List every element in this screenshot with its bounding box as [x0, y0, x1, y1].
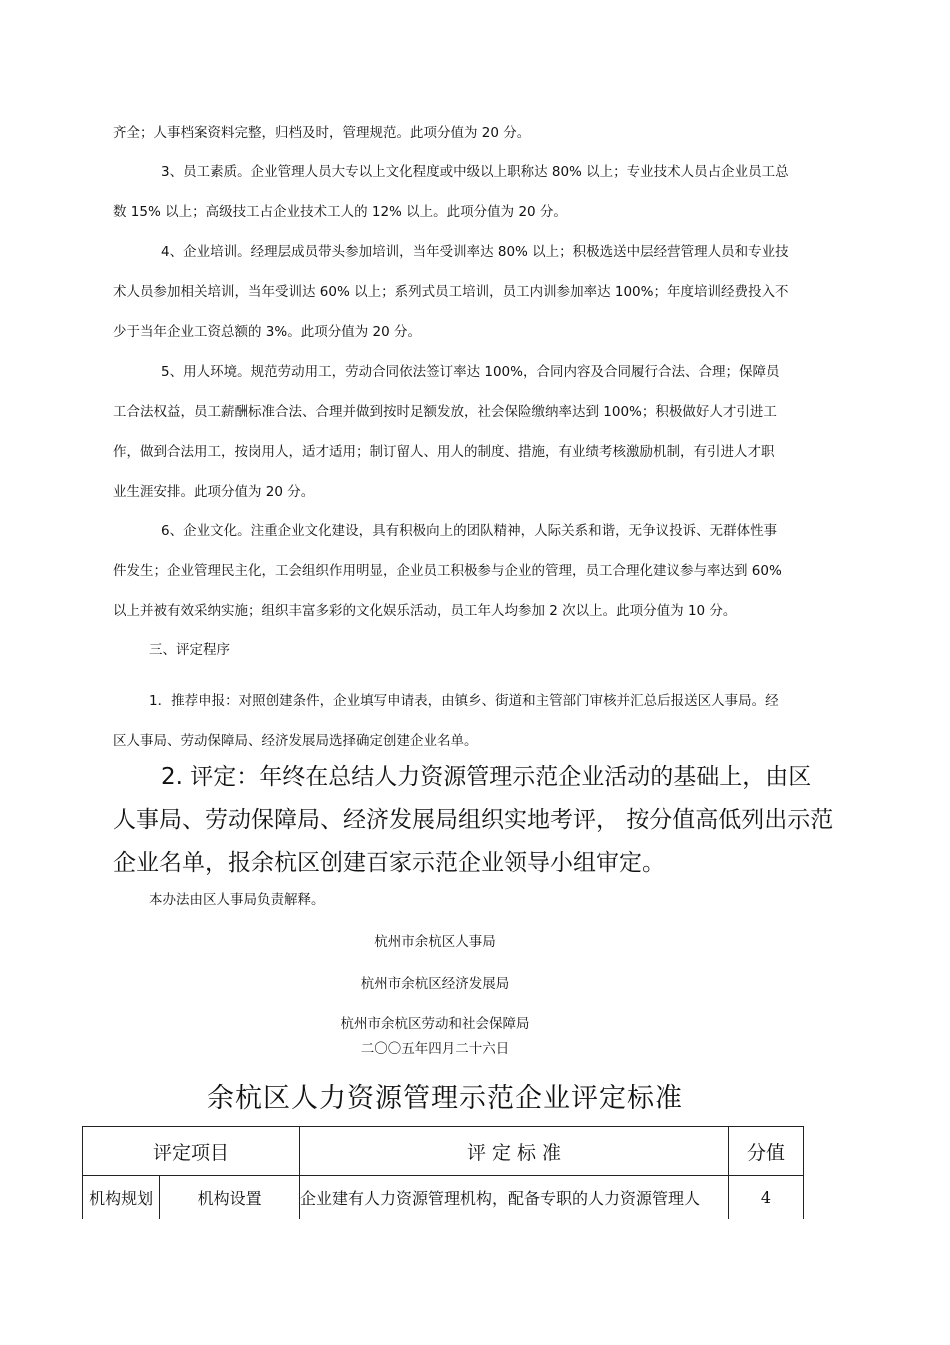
text-line: 1．推荐申报：对照创建条件，企业填写申请表，由镇乡、街道和主管部门审核并汇总后报送区人事局。经: [149, 693, 779, 709]
table-row: [83, 1176, 804, 1220]
text-line: 少于当年企业工资总额的 3%。此项分值为 20 分。: [113, 324, 421, 340]
criteria-paragraph-4: [113, 232, 835, 352]
header-item: 评定项目: [83, 1127, 300, 1176]
text-line: 3、员工素质。企业管理人员大专以上文化程度或中级以上职称达 80% 以上；专业技术人员占企业员工总: [161, 164, 789, 180]
table-header-row: [83, 1127, 804, 1176]
text-line: 工合法权益，员工薪酬标准合法、合理并做到按时足额发放，社会保险缴纳率达到 100%；积极做好人才引进工: [113, 404, 777, 420]
text-line: 区人事局、劳动保障局、经济发展局选择确定创建企业名单。: [113, 733, 478, 749]
cell-standard: 企业建有人力资源管理机构，配备专职的人力资源管理人: [300, 1176, 729, 1220]
interpretation-note: 本办法由区人事局负责解释。: [149, 892, 325, 908]
standard-table: [82, 1126, 804, 1219]
text-line: 数 15% 以上；高级技工占企业技术工人的 12% 以上。此项分值为 20 分。: [113, 204, 567, 220]
procedure-step-2: [113, 756, 843, 885]
cell-score: 4: [729, 1176, 804, 1220]
text-line: 术人员参加相关培训，当年受训达 60% 以上；系列式员工培训，员工内训参加率达 100%；年度培训经费投入不: [113, 284, 789, 300]
criteria-paragraph-3: [113, 152, 835, 232]
text-line: 齐全；人事档案资料完整，归档及时，管理规范。此项分值为 20 分。: [113, 125, 531, 141]
cell-item: 机构设置: [160, 1176, 300, 1220]
header-score: 分值: [729, 1127, 804, 1176]
text-line: 企业名单，报余杭区创建百家示范企业领导小组审定。: [113, 850, 665, 876]
signature-org-1: 杭州市余杭区人事局: [374, 934, 496, 950]
procedure-step-1: [113, 681, 835, 761]
signature-date: 二〇〇五年四月二十六日: [360, 1041, 510, 1057]
criteria-paragraph-6: [113, 511, 835, 631]
text-line: 作，做到合法用工，按岗用人，适才适用；制订留人、用人的制度、措施，有业绩考核激励机制，有引进人才职: [113, 444, 775, 460]
signature-org-3: 杭州市余杭区劳动和社会保障局: [340, 1016, 530, 1032]
cell-category: 机构规划: [83, 1176, 160, 1220]
text-line: 以上并被有效采纳实施；组织丰富多彩的文化娱乐活动，员工年人均参加 2 次以上。此项分值为 10 分。: [113, 603, 737, 619]
text-line: 6、企业文化。注重企业文化建设，具有积极向上的团队精神，人际关系和谐，无争议投诉、无群体性事: [161, 523, 778, 539]
text-line: 人事局、劳动保障局、经济发展局组织实地考评， 按分值高低列出示范: [113, 807, 834, 833]
procedure-heading: 三、评定程序: [149, 642, 230, 658]
header-standard: 评 定 标 准: [300, 1127, 729, 1176]
text-line: 业生涯安排。此项分值为 20 分。: [113, 484, 315, 500]
criteria-paragraph-5: [113, 352, 835, 512]
text-line: 2. 评定：年终在总结人力资源管理示范企业活动的基础上，由区: [161, 764, 812, 790]
signature-org-2: 杭州市余杭区经济发展局: [360, 976, 510, 992]
criteria-paragraph-2-tail: [113, 113, 835, 153]
standard-table-title: 余杭区人力资源管理示范企业评定标准: [207, 1083, 683, 1114]
text-line: 件发生；企业管理民主化，工会组织作用明显，企业员工积极参与企业的管理，员工合理化建议参与率达到 60%: [113, 563, 782, 579]
text-line: 4、企业培训。经理层成员带头参加培训，当年受训率达 80% 以上；积极选送中层经营管理人员和专业技: [161, 244, 789, 260]
text-line: 5、用人环境。规范劳动用工，劳动合同依法签订率达 100%，合同内容及合同履行合法、合理；保障员: [161, 364, 780, 380]
